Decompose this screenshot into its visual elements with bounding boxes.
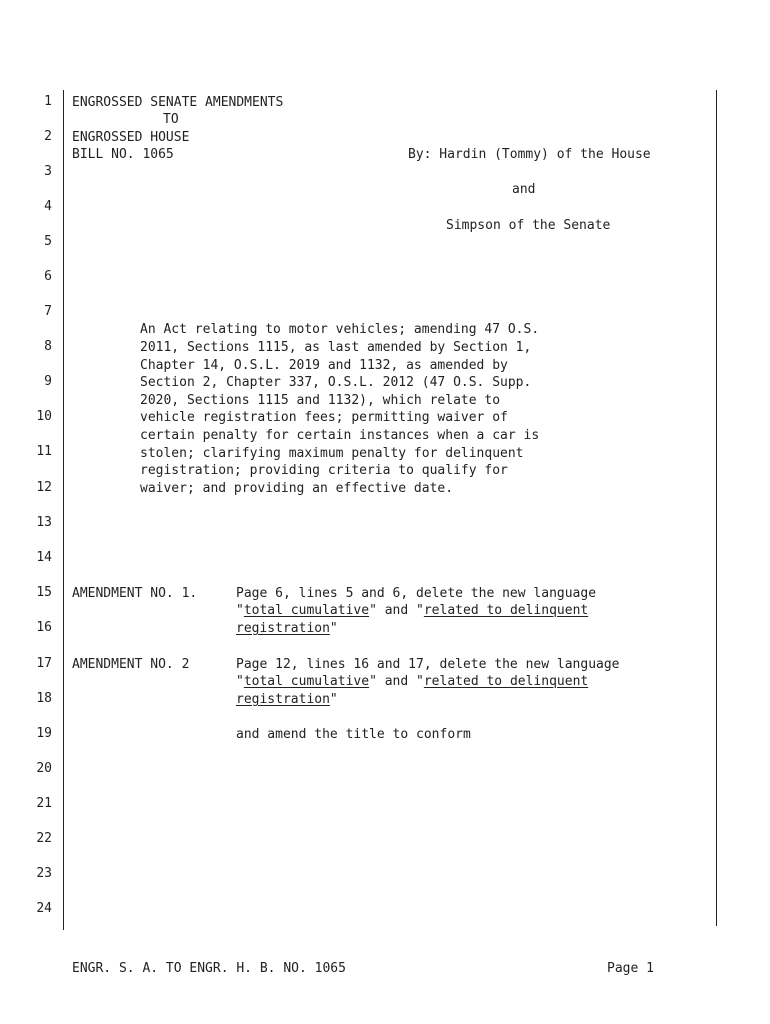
act-line: vehicle registration fees; permitting waiver of — [140, 410, 508, 425]
header-engrossed-house: ENGROSSED HOUSE — [72, 130, 190, 145]
line-number: 6 — [44, 269, 52, 284]
author-senate: Simpson of the Senate — [446, 218, 611, 233]
right-margin-rule — [716, 90, 717, 926]
line-number: 1 — [44, 94, 52, 109]
line-number: 20 — [36, 761, 52, 776]
amendment-deleted-terms-cont: registration" — [236, 621, 338, 636]
line-number: 9 — [44, 374, 52, 389]
act-line: Chapter 14, O.S.L. 2019 and 1132, as amended by — [140, 358, 508, 373]
amendment-deleted-terms-cont: registration" — [236, 692, 338, 707]
deleted-term: total cumulative — [243, 674, 370, 689]
amendment-instruction: Page 12, lines 16 and 17, delete the new language — [236, 657, 620, 672]
act-line: registration; providing criteria to qualify for — [140, 463, 508, 478]
line-number: 13 — [36, 515, 52, 530]
page-number: Page 1 — [607, 961, 654, 976]
deleted-term: registration — [236, 621, 330, 636]
line-number: 15 — [36, 585, 52, 600]
line-number: 23 — [36, 866, 52, 881]
act-line: stolen; clarifying maximum penalty for delinquent — [140, 446, 524, 461]
line-number: 3 — [44, 164, 52, 179]
line-number: 12 — [36, 480, 52, 495]
amendment-label: AMENDMENT NO. 2 — [72, 657, 190, 672]
line-number: 21 — [36, 796, 52, 811]
line-number: 4 — [44, 199, 52, 214]
author-and: and — [512, 182, 536, 197]
deleted-term: registration — [236, 692, 330, 707]
act-line: waiver; and providing an effective date. — [140, 481, 454, 496]
line-number: 8 — [44, 339, 52, 354]
act-line: certain penalty for certain instances when a car is — [140, 428, 540, 443]
act-line: An Act relating to motor vehicles; amending 47 O.S. — [140, 322, 540, 337]
line-number: 7 — [44, 304, 52, 319]
line-number: 5 — [44, 234, 52, 249]
deleted-term: total cumulative — [243, 603, 370, 618]
act-line: 2020, Sections 1115 and 1132), which relate to — [140, 393, 501, 408]
amendment-label: AMENDMENT NO. 1. — [72, 586, 198, 601]
line-number: 18 — [36, 691, 52, 706]
line-number: 19 — [36, 726, 52, 741]
amendment-deleted-terms: "total cumulative" and "related to delinquent — [236, 603, 589, 618]
line-number: 2 — [44, 129, 52, 144]
deleted-term: related to delinquent — [423, 603, 589, 618]
footer-bill-reference: ENGR. S. A. TO ENGR. H. B. NO. 1065 — [72, 961, 346, 976]
author-house: By: Hardin (Tommy) of the House — [408, 147, 651, 162]
act-line: Section 2, Chapter 337, O.S.L. 2012 (47 O.S. Supp. — [140, 375, 532, 390]
act-line: 2011, Sections 1115, as last amended by Section 1, — [140, 340, 532, 355]
line-number: 24 — [36, 901, 52, 916]
header-to: TO — [163, 112, 179, 127]
conform-instruction: and amend the title to conform — [236, 727, 471, 742]
line-number: 11 — [36, 444, 52, 459]
amendment-instruction: Page 6, lines 5 and 6, delete the new language — [236, 586, 597, 601]
bill-number: BILL NO. 1065 — [72, 147, 174, 162]
deleted-term: related to delinquent — [423, 674, 589, 689]
amendment-deleted-terms: "total cumulative" and "related to delinquent — [236, 674, 589, 689]
line-number: 17 — [36, 656, 52, 671]
left-margin-rule — [63, 90, 64, 930]
line-number: 14 — [36, 550, 52, 565]
header-title: ENGROSSED SENATE AMENDMENTS — [72, 95, 284, 110]
line-number: 10 — [36, 409, 52, 424]
line-number: 22 — [36, 831, 52, 846]
line-number: 16 — [36, 620, 52, 635]
